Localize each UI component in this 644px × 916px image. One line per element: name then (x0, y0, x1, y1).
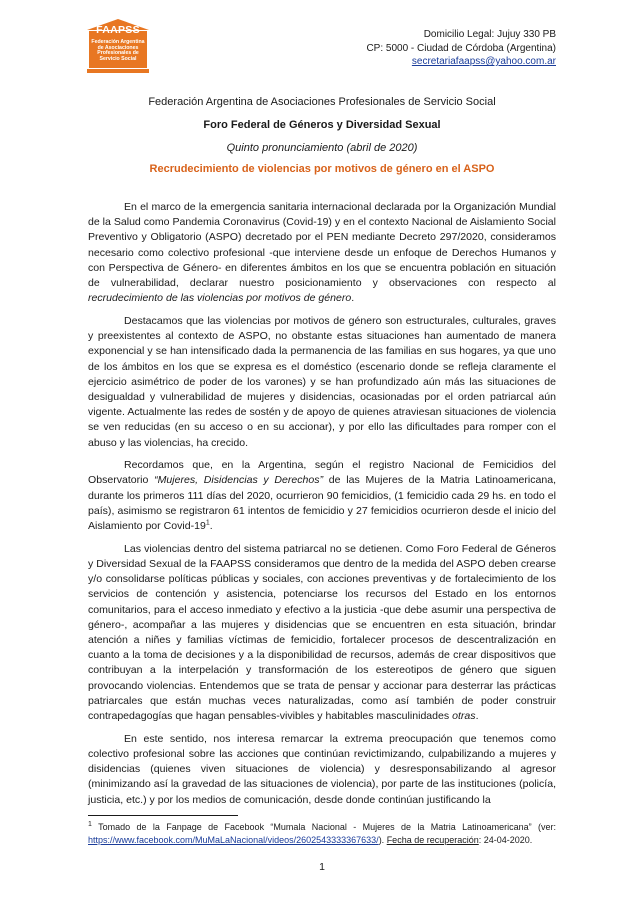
footnote: $^1$ Tomado de la Fanpage de Facebook “Mumala Nacional - Mujeres de la Matria Latinoamericana” (ver: https://www.facebook.com/MuMaLaNacional/videos/2602543333367633/). Fecha de recuperación: 24-04-2020. (88, 821, 556, 845)
paragraph-5: En este sentido, nos interesa remarcar la extrema preocupación que tenemos como colectivo profesional sobre las acciones que continúan revictimizando, culpabilizando a mujeres y disidencias (quienes viven situaciones de violencia) y desresponsabilizando al agresor (minimizando así la gravedad de las situaciones de violencia), por parte de las instituciones (policía, justicia, etc.) y por los medios de comunicación, desde donde continúan justificando la (88, 732, 556, 806)
paragraph-3: Recordamos que, en la Argentina, según el registro Nacional de Femicidios del Observatorio “Mujeres, Disidencias y Derechos” de las Mujeres de la Matria Latinoamericana, durante los primeros 111 días del 2020, ocurrieron 90 femicidios, (1 femicidio cada 29 hs. en todo el país), asimismo se registraron 61 intentos de femicidio y 27 femicidios ocurrieron desde el inicio del Aislamiento por Covid-$19^1$. (88, 459, 556, 533)
footnote-link[interactable]: https://www.facebook.com/MuMaLaNacional/videos/2602543333367633/ (88, 834, 379, 845)
faapss-logo (86, 18, 150, 74)
contact-block (366, 28, 556, 69)
footnote-ref[interactable]: 1 (205, 519, 210, 527)
organization-name: Federación Argentina de Asociaciones Profesionales de Servicio Social (148, 96, 496, 108)
document-body (88, 200, 556, 815)
paragraph-1: En el marco de la emergencia sanitaria internacional declarada por la Organización Mundial de la Salud como Pandemia Coronavirus (Covid-19) y en el contexto Nacional de Aislamiento Social Preventivo y Obligatorio (ASPO) decretado por el PEN mediante Decreto 297/2020, consideramos necesario como colectivo profesional -que interviene desde un enfoque de Derechos Humanos y con Perspectiva de Género- en diferentes ámbitos en los que se encuentra población en situación de vulnerabilidad, declarar nuestro posicionamiento y observaciones con respecto al recrudecimiento de las violencias por motivos de género. (88, 201, 556, 305)
forum-title: Foro Federal de Géneros y Diversidad Sexual (203, 119, 441, 131)
pronouncement-date: Quinto pronunciamiento (abril de 2020) (226, 142, 418, 154)
postal-line: CP: 5000 - Ciudad de Córdoba (Argentina) (366, 42, 556, 54)
logo-subtitle: Federación Argentina de Asociaciones Profesionales de Servicio Social (91, 39, 145, 62)
page-number: 1 (319, 861, 325, 873)
address-line: Domicilio Legal: Jujuy 330 PB (423, 29, 556, 40)
footnote-mark: 1 (88, 821, 92, 828)
emphasis: otras (452, 710, 476, 722)
email-link[interactable]: secretariafaapss@yahoo.com.ar (411, 56, 556, 68)
footnote-divider (88, 815, 238, 816)
logo-brand: FAAPSS (96, 24, 140, 36)
retrieval-date-label: Fecha de recuperación (386, 834, 479, 845)
document-subject: Recrudecimiento de violencias por motivos de género en el ASPO (149, 163, 495, 175)
retrieval-date: : 24-04-2020. (478, 834, 533, 845)
observatory-name: “Mujeres, Disidencias y Derechos” (154, 474, 324, 487)
paragraph-4: Las violencias dentro del sistema patriarcal no se detienen. Como Foro Federal de Géneros y Diversidad Sexual de la FAAPSS consideramos que dentro de la medida del ASPO deben crearse y/o consolidarse políticas públicas y sociales, con acciones preventivas y de fortalecimiento de los servicios de contención y asistencia, potenciarse los recursos del Estado en los entornos comunitarios, para el acceso inmediato y efectivo a la justicia -que debe asumir una perspectiva de género-, acompañar a las mujeres y disidencias que se encuentren en esta situación, brindar atención a niñes y familias víctimas de femicidio, fortalecer procesos de descentralización en cuanto a la toma de decisiones y a la disponibilidad de recursos, además de crear dispositivos que contribuyan a la interpelación y transformación de los estereotipos de género que siguen provocando violencias. Entendemos que se trata de pensar y accionar para desterrar las prácticas patriarcales que están muchas veces naturalizadas, como así también de poder construir contrapedagogías que hagan pensables-vivibles y habitables masculinidades otras. (88, 542, 556, 722)
paragraph-2: Destacamos que las violencias por motivos de género son estructurales, culturales, graves y preexistentes al contexto de ASPO, no obstante estas situaciones han aumentado de manera exponencial y se han intensificado dada la permanencia de las familias en sus hogares, ya que uno de los ámbitos en los que se expresa es el doméstico (escenario donde se refleja claramente el ejercicio asimétrico de poder de los varones) y se han profundizado aún más las situaciones de desigualdad y vulnerabilidad de mujeres y disidencias, ocasionadas por el orden patriarcal aún vigente. Actualmente las redes de sostén y de apoyo de quienes atraviesan situaciones de violencia se ven reducidas (en su acceso o en su accionar), y por ello las dificultades para romper con el abuso y las violencias, ha crecido. (88, 314, 556, 449)
emphasis: recrudecimiento de las violencias por motivos de género (88, 292, 352, 305)
